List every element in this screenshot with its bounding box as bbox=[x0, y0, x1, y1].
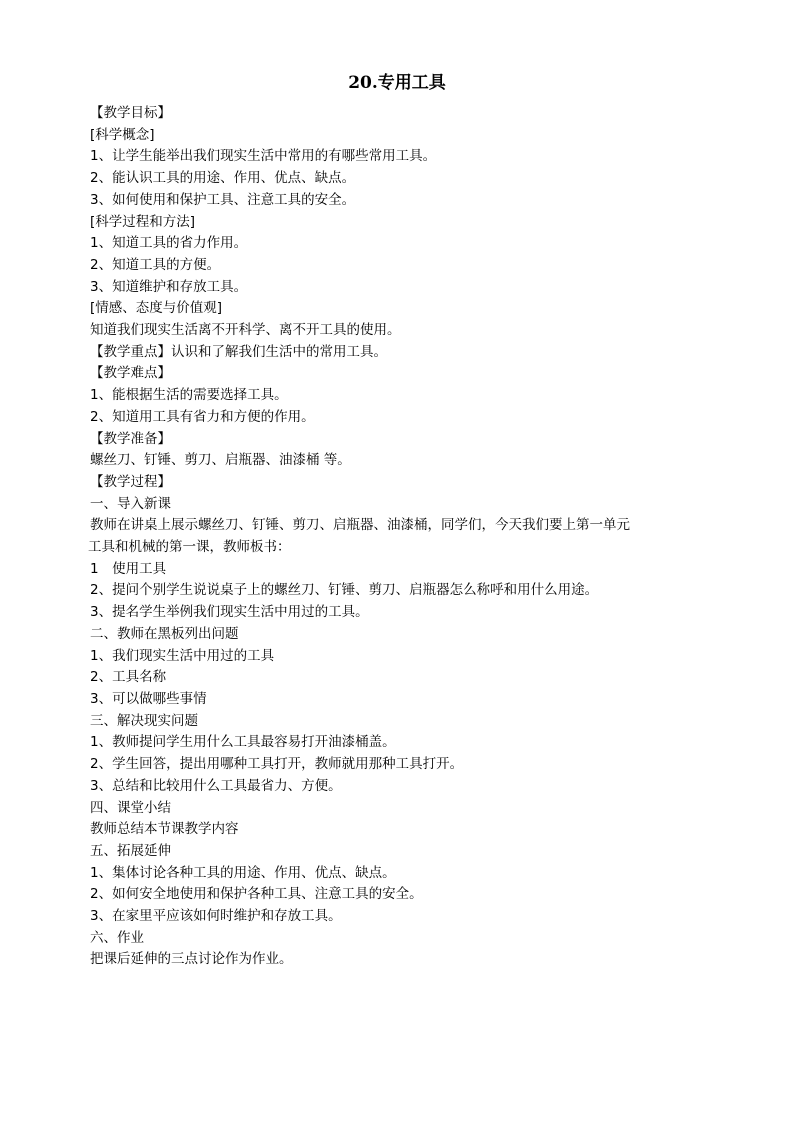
subsection-heading: 五、拓展延伸 bbox=[90, 842, 171, 859]
subheading-science-concept: [科学概念] bbox=[90, 126, 155, 143]
text-line: 教师总结本节课教学内容 bbox=[90, 821, 239, 838]
list-item: 2、如何安全地使用和保护各种工具、注意工具的安全。 bbox=[90, 886, 423, 903]
text-line: 知道我们现实生活离不开科学、离不开工具的使用。 bbox=[90, 322, 401, 339]
subsection-heading: 四、课堂小结 bbox=[90, 799, 171, 816]
section-heading-objectives: 【教学目标】 bbox=[90, 105, 171, 121]
paragraph-first-line: 教师在讲桌上展示螺丝刀、钉锤、剪刀、启瓶器、油漆桶，同学们，今天我们要上第一单元 bbox=[90, 517, 630, 534]
paragraph-continuation: 工具和机械的第一课，教师板书： bbox=[88, 539, 291, 556]
list-item: 3、知道维护和存放工具。 bbox=[90, 278, 248, 295]
list-item: 3、提名学生举例我们现实生活中用过的工具。 bbox=[90, 604, 369, 621]
section-heading-difficulties: 【教学难点】 bbox=[90, 365, 171, 382]
list-item: 3、总结和比较用什么工具最省力、方便。 bbox=[90, 777, 342, 794]
list-item: 1 使用工具 bbox=[90, 560, 167, 577]
list-item: 2、能认识工具的用途、作用、优点、缺点。 bbox=[90, 170, 356, 187]
list-item: 1、集体讨论各种工具的用途、作用、优点、缺点。 bbox=[90, 864, 396, 881]
list-item: 2、工具名称 bbox=[90, 669, 167, 686]
subsection-heading: 六、作业 bbox=[90, 929, 144, 946]
subheading-attitude-values: [情感、态度与价值观] bbox=[90, 300, 223, 317]
text-line: 把课后延伸的三点讨论作为作业。 bbox=[90, 951, 293, 968]
list-item: 2、提问个别学生说说桌子上的螺丝刀、钉锤、剪刀、启瓶器怎么称呼和用什么用途。 bbox=[90, 582, 599, 599]
section-heading-preparation: 【教学准备】 bbox=[90, 430, 171, 447]
subsection-heading: 二、教师在黑板列出问题 bbox=[90, 625, 239, 642]
section-heading-process: 【教学过程】 bbox=[90, 473, 171, 490]
subheading-process-method: [科学过程和方法] bbox=[90, 213, 196, 230]
list-item: 3、在家里平应该如何时维护和存放工具。 bbox=[90, 908, 342, 925]
subsection-heading: 一、导入新课 bbox=[90, 495, 171, 512]
list-item: 1、教师提问学生用什么工具最容易打开油漆桶盖。 bbox=[90, 734, 396, 751]
text-line: 螺丝刀、钉锤、剪刀、启瓶器、油漆桶 等。 bbox=[90, 452, 351, 469]
list-item: 3、如何使用和保护工具、注意工具的安全。 bbox=[90, 191, 356, 208]
list-item: 1、能根据生活的需要选择工具。 bbox=[90, 387, 288, 404]
list-item: 1、我们现实生活中用过的工具 bbox=[90, 647, 275, 664]
list-item: 1、让学生能举出我们现实生活中常用的有哪些常用工具。 bbox=[90, 148, 437, 165]
list-item: 2、知道工具的方便。 bbox=[90, 256, 221, 273]
lesson-content bbox=[90, 103, 740, 971]
section-heading-key-points: 【教学重点】认识和了解我们生活中的常用工具。 bbox=[90, 343, 387, 360]
list-item: 2、知道用工具有省力和方便的作用。 bbox=[90, 408, 315, 425]
intro-paragraph bbox=[90, 515, 740, 558]
list-item: 3、可以做哪些事情 bbox=[90, 690, 207, 707]
page-title: 20.专用工具 bbox=[348, 73, 446, 93]
list-item: 1、知道工具的省力作用。 bbox=[90, 235, 248, 252]
subsection-heading: 三、解决现实问题 bbox=[90, 712, 198, 729]
list-item: 2、学生回答，提出用哪种工具打开，教师就用那种工具打开。 bbox=[90, 756, 464, 773]
